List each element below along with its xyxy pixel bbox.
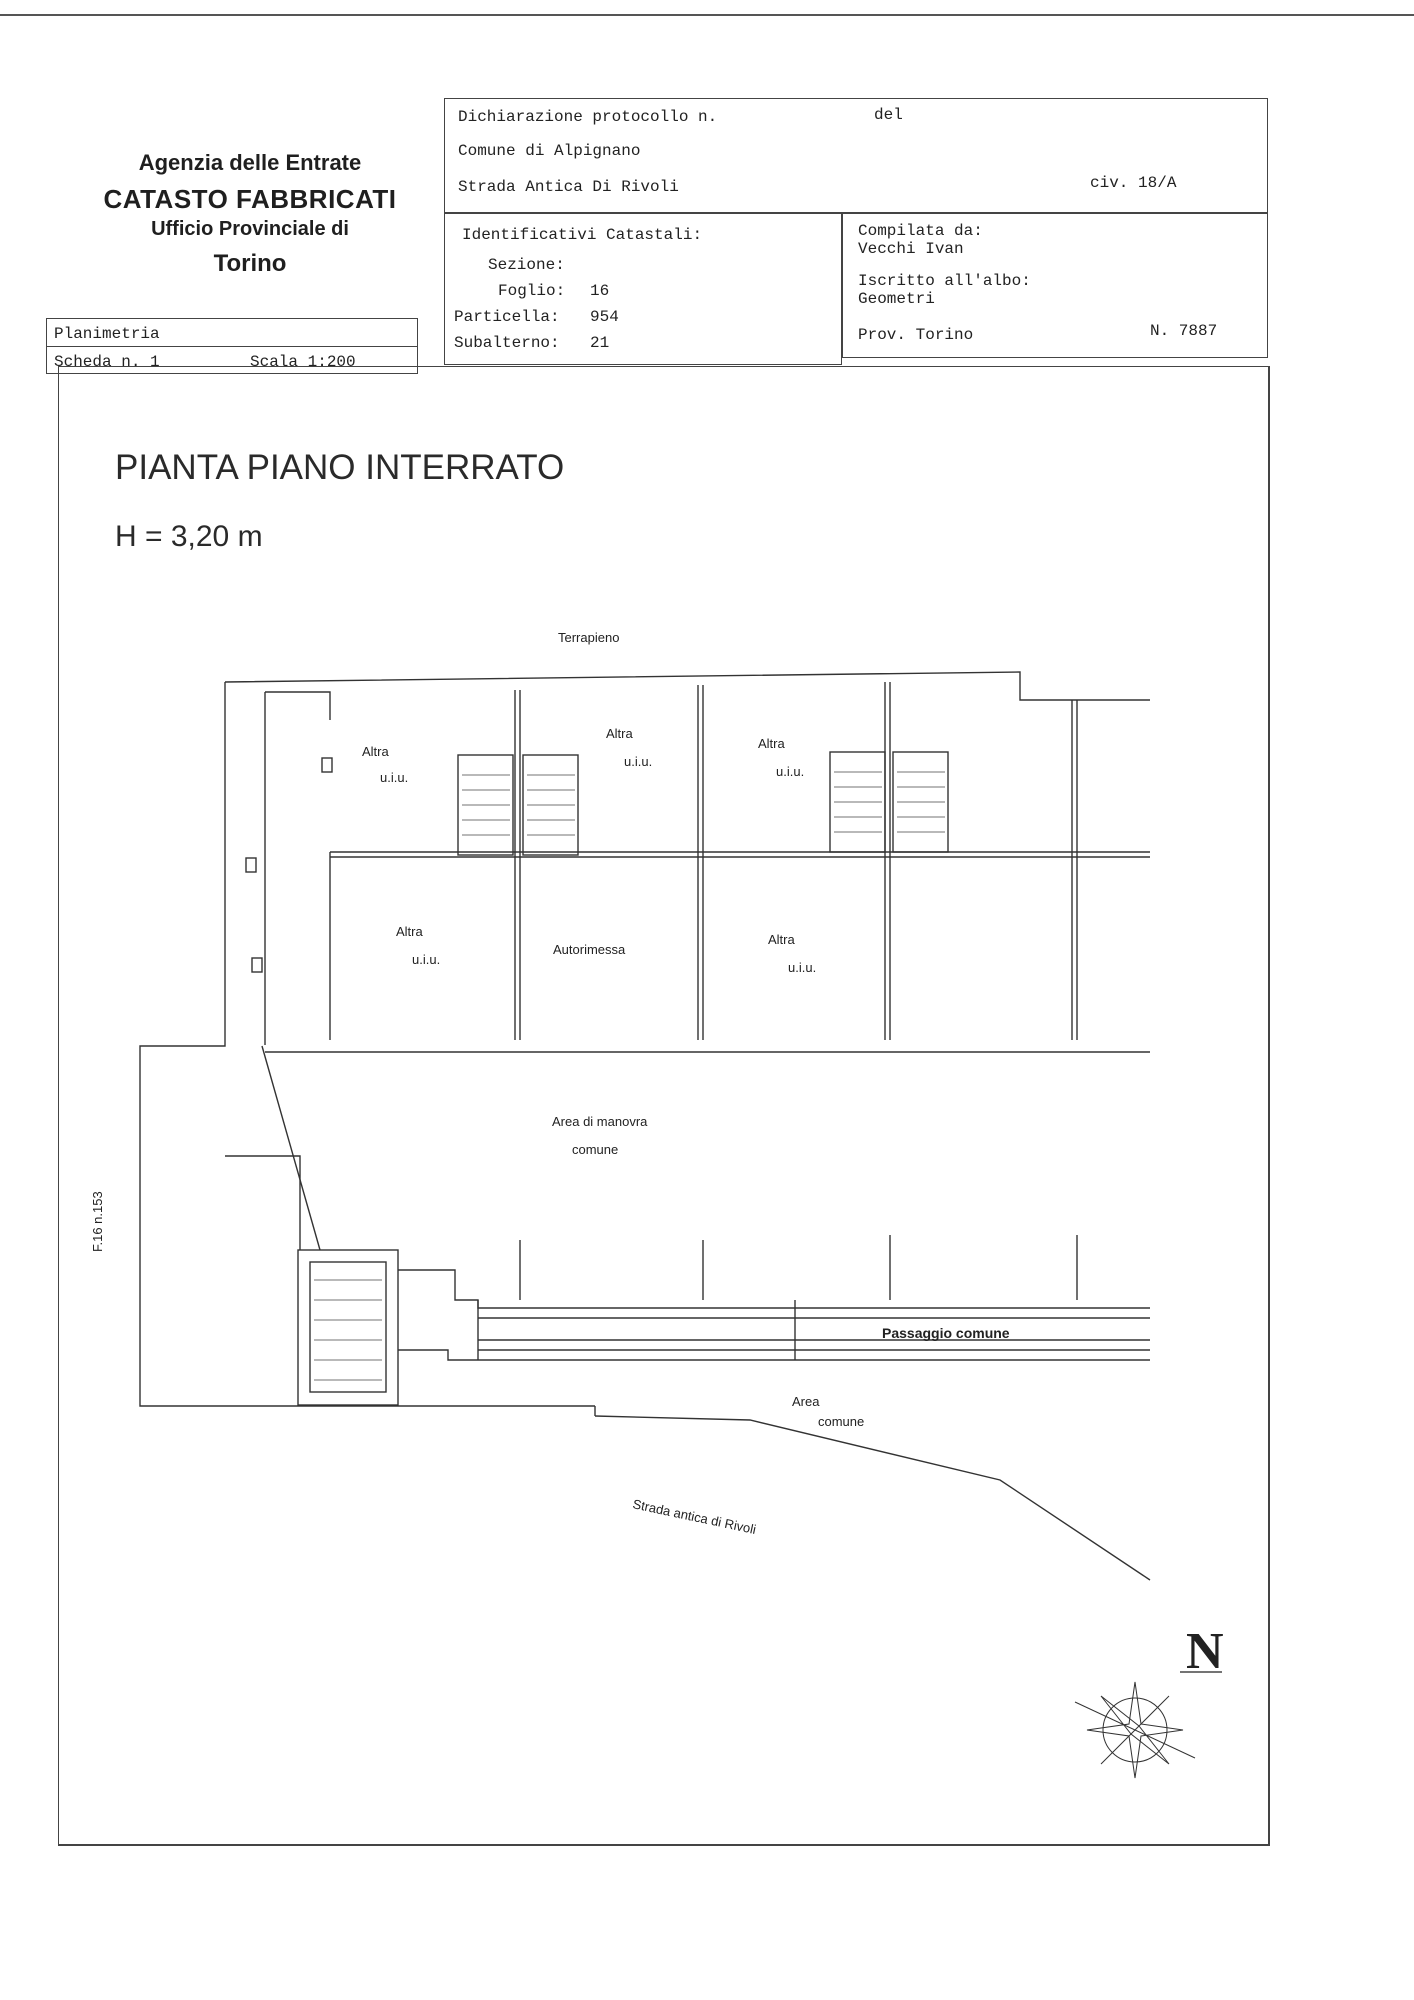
label-area-comune: comune bbox=[818, 1414, 865, 1429]
label-area: Area bbox=[792, 1394, 820, 1409]
subalterno-label: Subalterno: bbox=[454, 334, 560, 352]
label-uiu-5: u.i.u. bbox=[788, 960, 817, 975]
label-uiu-1: u.i.u. bbox=[380, 770, 409, 785]
label-uiu-4: u.i.u. bbox=[412, 952, 441, 967]
label-side-ref: F.16 n.153 bbox=[90, 1191, 105, 1252]
label-altra-5: Altra bbox=[768, 932, 795, 947]
compiled-by-name: Vecchi Ivan bbox=[858, 240, 964, 258]
label-altra-4: Altra bbox=[396, 924, 423, 939]
label-terrapieno: Terrapieno bbox=[558, 630, 620, 645]
north-compass-icon bbox=[1075, 1623, 1224, 1778]
compiled-by-label: Compilata da: bbox=[858, 222, 983, 240]
label-strada: Strada antica di Rivoli bbox=[631, 1496, 758, 1538]
label-autorimessa: Autorimessa bbox=[553, 942, 626, 957]
identifiers-heading: Identificativi Catastali: bbox=[462, 226, 703, 244]
label-area-manovra: Area di manovra bbox=[552, 1114, 648, 1129]
label-altra-1: Altra bbox=[362, 744, 389, 759]
particella-value: 954 bbox=[590, 308, 619, 326]
label-area-manovra-comune: comune bbox=[572, 1142, 619, 1157]
planimetria-title: Planimetria bbox=[54, 325, 160, 343]
label-uiu-2: u.i.u. bbox=[624, 754, 653, 769]
protocol-label: Dichiarazione protocollo n. bbox=[458, 108, 718, 126]
registered-label: Iscritto all'albo: bbox=[858, 272, 1031, 290]
subalterno-value: 21 bbox=[590, 334, 610, 352]
north-letter: N bbox=[1186, 1623, 1224, 1680]
scala-label: Scala 1:200 bbox=[250, 353, 356, 371]
scheda-label: Scheda n. 1 bbox=[54, 353, 160, 371]
agency-office: Ufficio Provinciale di bbox=[151, 218, 349, 240]
civic-label: civ. 18/A bbox=[1090, 174, 1177, 192]
agency-department: CATASTO FABBRICATI bbox=[103, 184, 397, 214]
label-passaggio-comune: Passaggio comune bbox=[882, 1325, 1010, 1341]
del-label: del bbox=[874, 106, 903, 124]
province-label: Prov. Torino bbox=[858, 326, 974, 344]
label-altra-2: Altra bbox=[606, 726, 633, 741]
registration-number: N. 7887 bbox=[1150, 322, 1218, 340]
label-altra-3: Altra bbox=[758, 736, 785, 751]
street-label: Strada Antica Di Rivoli bbox=[458, 178, 679, 196]
plan-title: PIANTA PIANO INTERRATO bbox=[115, 448, 565, 487]
particella-label: Particella: bbox=[454, 308, 560, 326]
registered-value: Geometri bbox=[858, 290, 935, 308]
label-uiu-3: u.i.u. bbox=[776, 764, 805, 779]
foglio-value: 16 bbox=[590, 282, 610, 300]
comune-label: Comune di Alpignano bbox=[458, 142, 641, 160]
plan-height: H = 3,20 m bbox=[115, 520, 263, 553]
agency-city: Torino bbox=[213, 250, 287, 277]
agency-name: Agenzia delle Entrate bbox=[138, 150, 362, 175]
sezione-label: Sezione: bbox=[488, 256, 565, 274]
foglio-label: Foglio: bbox=[498, 282, 566, 300]
